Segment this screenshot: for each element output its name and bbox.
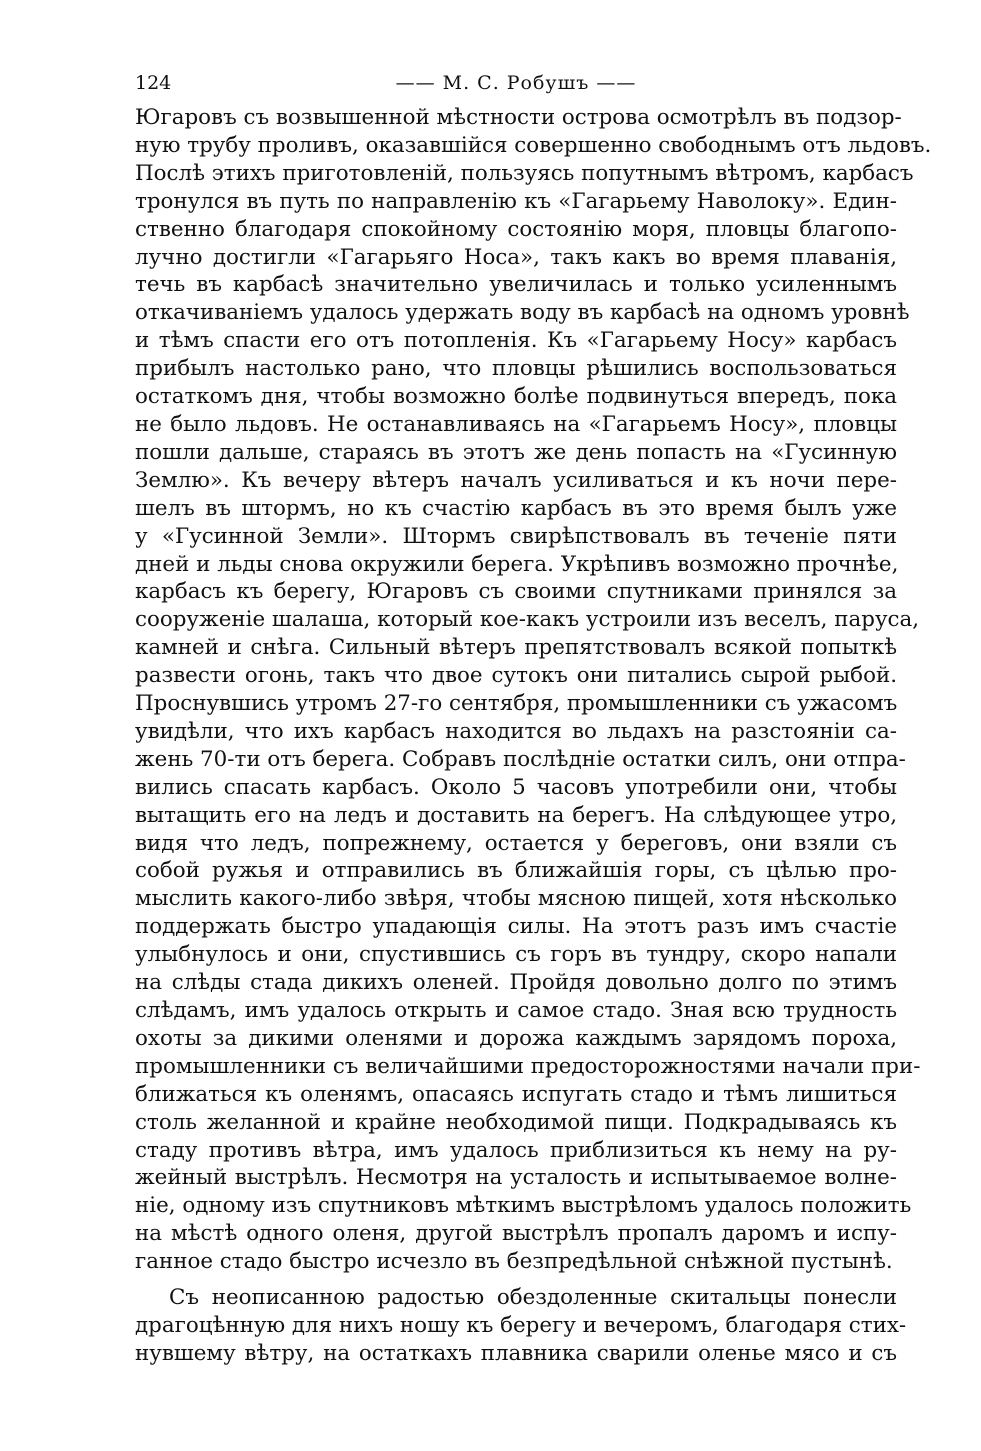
text-line: остаткомъ дня, чтобы возможно болѣе подвинуться впередъ, пока xyxy=(135,384,897,410)
running-head xyxy=(135,64,897,104)
text-line: видя что ледъ, попрежнему, остается у береговъ, они взяли съ xyxy=(135,830,897,856)
paragraph xyxy=(135,1284,907,1368)
text-line: камней и снѣга. Сильный вѣтеръ препятствовалъ всякой попыткѣ xyxy=(135,635,897,661)
text-line: прибылъ настолько рано, что пловцы рѣшились воспользоваться xyxy=(135,356,897,382)
text-line: пошли дальше, стараясь въ этотъ же день попасть на «Гусинную xyxy=(135,439,897,465)
text-line: Послѣ этихъ приготовленій, пользуясь попутнымъ вѣтромъ, карбасъ xyxy=(135,160,914,186)
running-title: —— М. С. Робушъ —— xyxy=(395,72,637,94)
text-line: поддержать быстро упадающія силы. На этотъ разъ имъ счастіе xyxy=(135,914,897,940)
text-line: ную трубу проливъ, оказавшійся совершенно свободнымъ отъ льдовъ. xyxy=(135,132,932,158)
text-line: течь въ карбасѣ значительно увеличилась и только усиленнымъ xyxy=(135,272,897,298)
text-line: ганное стадо быстро исчезло въ безпредѣльной снѣжной пустынѣ. xyxy=(135,1249,893,1275)
text-line: ближаться къ оленямъ, опасаясь испугать стадо и тѣмъ лишиться xyxy=(135,1081,897,1107)
text-line: Югаровъ съ возвышенной мѣстности острова осмотрѣлъ въ подзор- xyxy=(135,105,902,130)
text-line: Съ неописанною радостью обездоленные скитальцы понесли xyxy=(169,1285,897,1311)
text-line: карбасъ къ берегу, Югаровъ съ своими спутниками принялся за xyxy=(135,579,897,605)
text-line: улыбнулось и они, спустившись съ горъ въ тундру, скоро напали xyxy=(135,942,897,968)
text-line: столь желанной и крайне необходимой пищи. Подкрадываясь къ xyxy=(135,1109,897,1135)
text-line: тронулся въ путь по направленію къ «Гагарьему Наволоку». Един- xyxy=(135,188,897,214)
text-line: лучно достигли «Гагарьяго Носа», такъ какъ во время плаванія, xyxy=(135,244,897,270)
text-line: шелъ въ штормъ, но къ счастію карбасъ въ это время былъ уже xyxy=(135,495,897,521)
text-line: слѣдамъ, имъ удалось открыть и самое стадо. Зная всю трудность xyxy=(135,998,897,1023)
text-line: собой ружья и отправились въ ближайшія горы, съ цѣлью про- xyxy=(135,858,897,884)
page-number: 124 xyxy=(135,72,172,94)
book-page xyxy=(135,64,932,1404)
text-line: жейный выстрѣлъ. Несмотря на усталость и испытываемое волне- xyxy=(135,1165,897,1191)
text-line: промышленники съ величайшими предосторожностями начали при- xyxy=(135,1053,921,1079)
text-line: развести огонь, такъ что двое сутокъ они питались сырой рыбой. xyxy=(135,663,897,689)
text-line: вытащить его на ледъ и доставить на берегъ. На слѣдующее утро, xyxy=(135,802,897,828)
paragraph-gap xyxy=(135,1276,897,1284)
text-line: мыслить какого-либо звѣря, чтобы мясною пищей, хотя нѣсколько xyxy=(135,886,897,912)
text-line: сооруженіе шалаша, который кое-какъ устроили изъ веселъ, паруса, xyxy=(135,607,920,633)
text-line: у «Гусинной Земли». Штормъ свирѣпствовалъ въ теченіе пяти xyxy=(135,523,897,549)
text-line: на мѣстѣ одного оленя, другой выстрѣлъ пропалъ даромъ и испу- xyxy=(135,1221,897,1247)
text-line: ніе, одному изъ спутниковъ мѣткимъ выстрѣломъ удалось положить xyxy=(135,1193,912,1219)
text-line: охоты за дикими оленями и дорожа каждымъ зарядомъ пороха, xyxy=(135,1025,897,1051)
text-line: дней и льды снова окружили берега. Укрѣпивъ возможно прочнѣе, xyxy=(135,551,899,577)
text-line: на слѣды стада дикихъ оленей. Пройдя довольно долго по этимъ xyxy=(135,970,897,996)
text-line: вились спасать карбасъ. Около 5 часовъ употребили они, чтобы xyxy=(135,774,897,800)
text-line: Проснувшись утромъ 27-го сентября, промышленники съ ужасомъ xyxy=(135,691,898,717)
text-line: откачиваніемъ удалось удержать воду въ карбасѣ на одномъ уровнѣ xyxy=(135,300,910,326)
text-line: нувшему вѣтру, на остаткахъ плавника сварили оленье мясо и съ xyxy=(135,1340,897,1366)
text-line: жень 70-ти отъ берега. Собравъ послѣдніе остатки силъ, они отпра- xyxy=(135,746,906,772)
body-text xyxy=(135,104,932,1368)
text-line: не было льдовъ. Не останавливаясь на «Гагарьемъ Носу», пловцы xyxy=(135,411,897,437)
text-line: Землю». Къ вечеру вѣтеръ началъ усиливаться и къ ночи пере- xyxy=(135,467,897,493)
paragraph xyxy=(135,104,932,1276)
text-line: и тѣмъ спасти его отъ потопленія. Къ «Гагарьему Носу» карбасъ xyxy=(135,328,897,354)
text-line: увидѣли, что ихъ карбасъ находится во льдахъ на разстояніи са- xyxy=(135,718,897,744)
text-line: стаду противъ вѣтра, имъ удалось приблизиться къ нему на ру- xyxy=(135,1137,897,1163)
text-line: драгоцѣнную для нихъ ношу къ берегу и вечеромъ, благодаря стих- xyxy=(135,1312,907,1338)
text-line: ственно благодаря спокойному состоянію моря, пловцы благопо- xyxy=(135,216,897,242)
